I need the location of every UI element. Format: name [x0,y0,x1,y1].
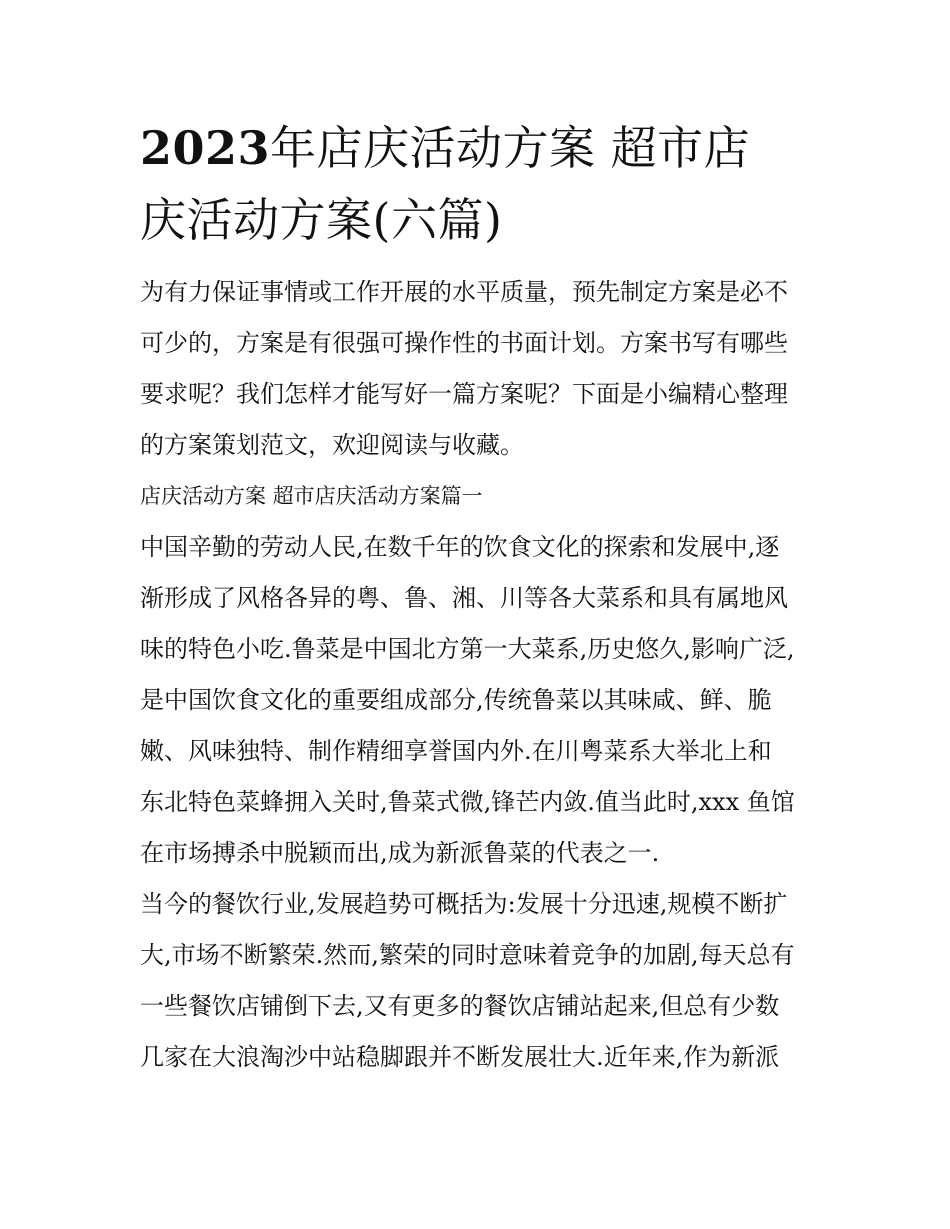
paragraph-line: 几家在大浪淘沙中站稳脚跟并不断发展壮大.近年来,作为新派 [140,1043,780,1071]
intro-line: 要求呢？我们怎样才能写好一篇方案呢？下面是小编精心整理 [140,380,788,408]
paragraph-line: 嫩、风味独特、制作精细享誉国内外.在川粤菜系大举北上和 [140,737,772,765]
title-line-2: 庆活动方案(六篇) [140,193,503,247]
intro-line: 为有力保证事情或工作开展的水平质量，预先制定方案是必不 [140,278,788,306]
paragraph-line: 渐形成了风格各异的粤、鲁、湘、川等各大菜系和具有属地风 [140,584,788,612]
intro-paragraph [140,267,815,471]
paragraph-1 [140,522,815,879]
paragraph-2 [140,879,815,1083]
paragraph-line: 味的特色小吃.鲁菜是中国北方第一大菜系,历史悠久,影响广泛, [140,635,795,663]
title-line-1 [140,112,815,184]
title-year: 2023 [140,121,271,175]
document-page [140,112,815,1083]
intro-line: 可少的，方案是有很强可操作性的书面计划。方案书写有哪些 [140,329,788,357]
paragraph-line: 是中国饮食文化的重要组成部分,传统鲁菜以其味咸、鲜、脆 [140,686,772,714]
paragraph-line: 大,市场不断繁荣.然而,繁荣的同时意味着竞争的加剧,每天总有 [140,941,795,969]
intro-line: 的方案策划范文，欢迎阅读与收藏。 [140,431,524,459]
paragraph-line: 东北特色菜蜂拥入关时,鲁菜式微,锋芒内敛.值当此时,xxx 鱼馆 [140,788,795,816]
section-heading: 店庆活动方案 超市店庆活动方案篇一 [140,484,483,508]
paragraph-line: 在市场搏杀中脱颖而出,成为新派鲁菜的代表之一. [140,839,660,867]
document-title [140,112,815,256]
title-line-1-text: 年店庆活动方案 超市店 [270,121,751,175]
paragraph-line: 中国辛勤的劳动人民,在数千年的饮食文化的探索和发展中,逐 [140,533,780,561]
paragraph-line: 一些餐饮店铺倒下去,又有更多的餐饮店铺站起来,但总有少数 [140,992,780,1020]
paragraph-line: 当今的餐饮行业,发展趋势可概括为:发展十分迅速,规模不断扩 [140,890,788,918]
